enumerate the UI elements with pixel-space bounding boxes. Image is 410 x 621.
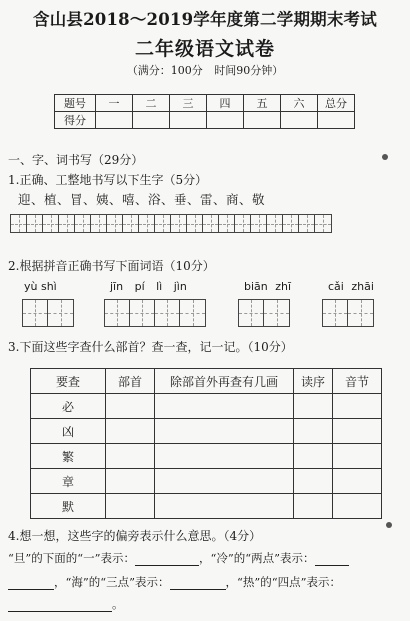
fill-prompt: ，“热”的“四点”表示：: [225, 575, 342, 589]
fill-prompt: ，“海”的“三点”表示：: [54, 575, 170, 589]
pinyin-label: yù shì: [24, 280, 57, 293]
lookup-char: 章: [31, 469, 106, 494]
answer-blank[interactable]: [170, 577, 226, 590]
grid-cell[interactable]: [315, 215, 331, 232]
lookup-row: [31, 494, 382, 519]
answer-cell[interactable]: [155, 494, 294, 519]
section-heading: 一、字、词书写（29分）: [8, 153, 144, 167]
grid-cell[interactable]: [299, 215, 315, 232]
question-4-line-3: [8, 596, 124, 612]
grid-cell[interactable]: [267, 215, 283, 232]
answer-cell[interactable]: [155, 444, 294, 469]
score-cell[interactable]: [281, 112, 318, 129]
pinyin-writing-grid[interactable]: [322, 299, 374, 327]
fill-prompt: 。: [112, 597, 124, 611]
lookup-header-row: [31, 369, 382, 394]
lookup-char: 繁: [31, 444, 106, 469]
grid-cell[interactable]: [105, 300, 130, 326]
lookup-header-cell: 除部首外再查有几画: [155, 369, 294, 394]
grid-cell[interactable]: [139, 215, 155, 232]
grid-cell[interactable]: [91, 215, 107, 232]
score-header-cell: 总分: [318, 95, 355, 112]
answer-cell[interactable]: [294, 469, 333, 494]
grid-cell[interactable]: [239, 300, 264, 326]
paper-title: 二年级语文试卷: [134, 38, 275, 60]
grid-cell[interactable]: [48, 300, 73, 326]
grid-cell[interactable]: [203, 215, 219, 232]
lookup-char: 凶: [31, 419, 106, 444]
grid-cell[interactable]: [187, 215, 203, 232]
lookup-row: [31, 444, 382, 469]
lookup-char: 必: [31, 394, 106, 419]
grid-cell[interactable]: [43, 215, 59, 232]
score-header-cell: 二: [133, 95, 170, 112]
grid-cell[interactable]: [219, 215, 235, 232]
answer-blank[interactable]: [135, 553, 199, 566]
lookup-row: [31, 394, 382, 419]
answer-cell[interactable]: [333, 444, 382, 469]
grid-cell[interactable]: [155, 215, 171, 232]
radical-lookup-table: [30, 368, 382, 519]
answer-cell[interactable]: [106, 419, 155, 444]
pinyin-writing-grid[interactable]: [22, 299, 74, 327]
answer-blank[interactable]: [315, 553, 349, 566]
answer-cell[interactable]: [333, 419, 382, 444]
question-4-prompt: 4.想一想，这些字的偏旁表示什么意思。（4分）: [8, 529, 262, 543]
question-4-line-2: [8, 574, 341, 590]
answer-cell[interactable]: [294, 394, 333, 419]
lookup-header-cell: 音节: [333, 369, 382, 394]
fill-prompt: “旦”的下面的“一”表示：: [8, 551, 136, 565]
grid-cell[interactable]: [235, 215, 251, 232]
pinyin-writing-grid[interactable]: [238, 299, 290, 327]
score-cell[interactable]: [96, 112, 133, 129]
answer-cell[interactable]: [106, 394, 155, 419]
score-table-header-row: [55, 95, 355, 112]
lookup-char: 默: [31, 494, 106, 519]
score-table: [54, 94, 355, 129]
writing-grid[interactable]: [10, 214, 332, 233]
score-cell[interactable]: [207, 112, 244, 129]
answer-cell[interactable]: [155, 469, 294, 494]
score-header-cell: 三: [170, 95, 207, 112]
grid-cell[interactable]: [75, 215, 91, 232]
grid-cell[interactable]: [107, 215, 123, 232]
grid-cell[interactable]: [155, 300, 180, 326]
score-header-cell: 六: [281, 95, 318, 112]
answer-blank[interactable]: [8, 577, 54, 590]
time-limit-text: 时间90分钟）: [214, 64, 284, 77]
answer-cell[interactable]: [333, 494, 382, 519]
question-3-prompt: 3.下面这些字查什么部首？查一查，记一记。（10分）: [8, 340, 293, 354]
grid-cell[interactable]: [264, 300, 289, 326]
pinyin-label: biān zhī: [244, 280, 292, 293]
grid-cell[interactable]: [23, 300, 48, 326]
question-2-prompt: 2.根据拼音正确书写下面词语（10分）: [8, 259, 215, 273]
scan-dot: [382, 154, 388, 160]
score-cell[interactable]: [318, 112, 355, 129]
grid-cell[interactable]: [251, 215, 267, 232]
answer-cell[interactable]: [106, 444, 155, 469]
grid-cell[interactable]: [171, 215, 187, 232]
answer-cell[interactable]: [155, 419, 294, 444]
question-1-prompt: 1.正确、工整地书写以下生字（5分）: [8, 173, 208, 187]
question-1-characters: 迎、植、冒、姨、嘻、浴、垂、雷、商、敬: [18, 192, 266, 207]
pinyin-writing-grid[interactable]: [104, 299, 206, 327]
question-4-line-1: [8, 550, 349, 566]
score-row-label: 得分: [55, 112, 96, 129]
lookup-header-cell: 读序: [294, 369, 333, 394]
grid-cell[interactable]: [11, 215, 27, 232]
score-cell[interactable]: [244, 112, 281, 129]
grid-cell[interactable]: [27, 215, 43, 232]
grid-cell[interactable]: [323, 300, 348, 326]
answer-cell[interactable]: [106, 469, 155, 494]
pinyin-label: jīn pí lì jìn: [110, 280, 187, 293]
answer-cell[interactable]: [333, 394, 382, 419]
pinyin-label: cǎi zhāi: [328, 280, 374, 293]
score-header-cell: 一: [96, 95, 133, 112]
full-score-text: （满分：100分: [126, 64, 203, 77]
lookup-row: [31, 419, 382, 444]
lookup-row: [31, 469, 382, 494]
grid-cell[interactable]: [348, 300, 373, 326]
grid-cell[interactable]: [283, 215, 299, 232]
fill-prompt: ，“冷”的“两点”表示：: [199, 551, 315, 565]
answer-blank[interactable]: [8, 599, 112, 612]
score-cell[interactable]: [170, 112, 207, 129]
answer-cell[interactable]: [294, 444, 333, 469]
answer-cell[interactable]: [333, 469, 382, 494]
answer-cell[interactable]: [294, 419, 333, 444]
answer-cell[interactable]: [106, 494, 155, 519]
answer-cell[interactable]: [294, 494, 333, 519]
lookup-header-cell: 部首: [106, 369, 155, 394]
grid-cell[interactable]: [130, 300, 155, 326]
score-table-score-row: [55, 112, 355, 129]
exam-info: [0, 62, 410, 78]
answer-cell[interactable]: [155, 394, 294, 419]
exam-title: 含山县2018～2019学年度第二学期期末考试: [33, 10, 377, 29]
score-cell[interactable]: [133, 112, 170, 129]
score-header-cell: 题号: [55, 95, 96, 112]
scan-dot: [386, 522, 392, 528]
lookup-header-cell: 要查: [31, 369, 106, 394]
grid-cell[interactable]: [180, 300, 205, 326]
score-header-cell: 五: [244, 95, 281, 112]
score-header-cell: 四: [207, 95, 244, 112]
grid-cell[interactable]: [59, 215, 75, 232]
grid-cell[interactable]: [123, 215, 139, 232]
